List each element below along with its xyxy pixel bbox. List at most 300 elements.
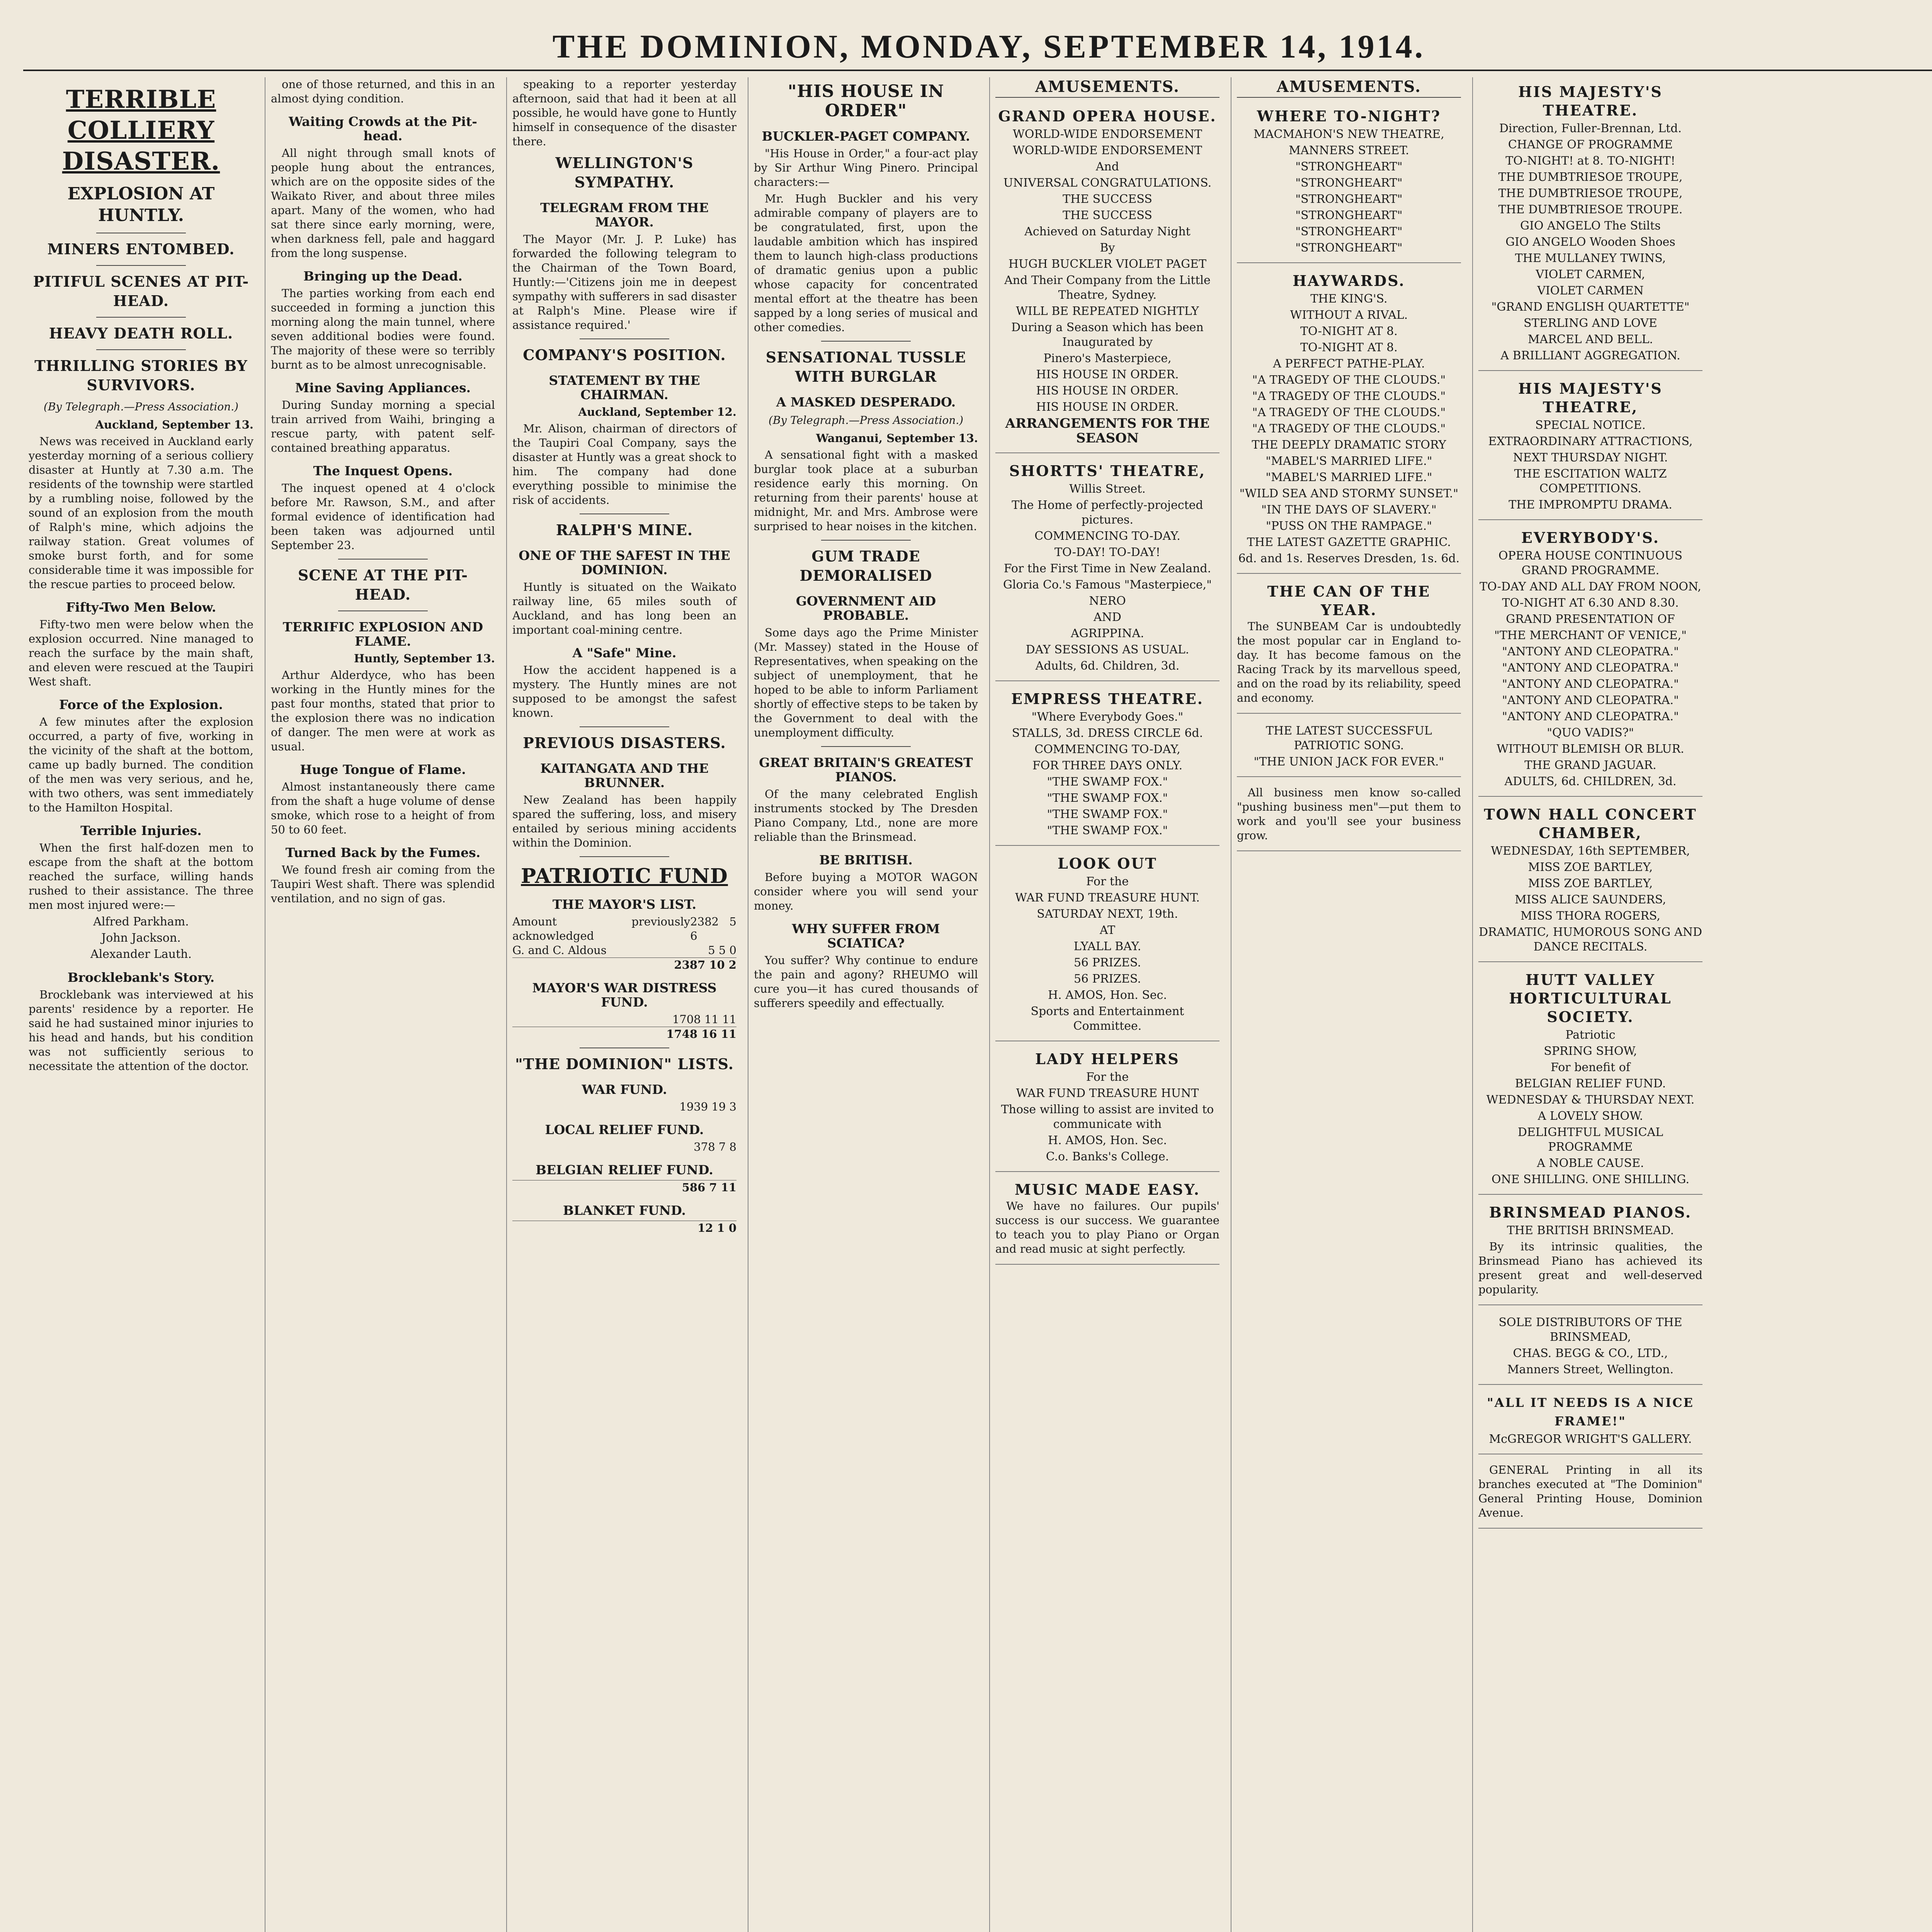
ad-line: "MABEL'S MARRIED LIFE." [1265,471,1432,484]
section-heading: Waiting Crowds at the Pit-head. [289,114,477,143]
ad-line: ADULTS, 6d. CHILDREN, 3d. [1504,775,1677,788]
article-paragraph: Mr. Alison, chairman of directors of the Taupiri Coal Company, says the disaster at Huntly was a great shock to him. The company had done everything possible to minimise the risk of accidents. [512,422,736,507]
ad-line: 6d. and 1s. Reserves Dresden, 1s. 6d. [1238,552,1460,565]
ad-line: THE DEEPLY DRAMATIC STORY [1252,438,1446,452]
article-paragraph: A sensational fight with a masked burglar took place at a suburban residence early this morning. On returning from their parents' house at midnight, Mr. and Mrs. Ambrose were surprised to hear noises in the kitchen. [754,448,978,533]
ad-lines [995,874,1219,1034]
fund-row [512,1012,736,1027]
divider [338,559,428,560]
ad-line: STERLING AND LOVE [1524,316,1657,330]
column-7 [1472,77,1708,1932]
ad-line: AGRIPPINA. [1071,627,1144,640]
ad-line: DELIGHTFUL MUSICAL PROGRAMME [1517,1126,1663,1154]
section-heading: STATEMENT BY THE CHAIRMAN. [549,373,700,402]
ad-line: THE DUMBTRIESOE TROUPE. [1498,203,1683,216]
fund-total [512,1180,736,1195]
section-heading: WAR FUND. [582,1082,667,1097]
section-heading: KAITANGATA AND THE BRUNNER. [540,761,709,790]
ad-line: SPRING SHOW, [1544,1044,1637,1058]
ad-line: THE LATEST GAZETTE GRAPHIC. [1247,536,1451,549]
ad-line: Sports and Entertainment Committee. [1031,1005,1184,1033]
main-headline: TERRIBLE COLLIERY DISASTER. [62,85,220,176]
divider [96,317,186,318]
column-heading: AMUSEMENTS. [995,80,1219,98]
article-paragraph: During Sunday morning a special train arrived from Waihi, bringing a rescue party, with patent self-contained breathing apparatus. [271,398,495,454]
ad-title: HAYWARDS. [1293,272,1405,289]
section-heading: GREAT BRITAIN'S GREATEST PIANOS. [759,755,973,784]
ad-title: WHERE TO-NIGHT? [1257,107,1441,125]
column-heading: AMUSEMENTS. [1237,80,1461,98]
fund-total [512,957,736,972]
ad-line: A NOBLE CAUSE. [1537,1156,1644,1170]
ad-line: STALLS, 3d. DRESS CIRCLE 6d. [1012,726,1203,740]
advertisement [1478,1308,1702,1385]
advertisement [1237,780,1461,851]
ad-title: TOWN HALL CONCERT CHAMBER, [1484,806,1697,842]
ad-line: McGREGOR WRIGHT'S GALLERY. [1489,1432,1692,1446]
ad-line: For the First Time in New Zealand. [1003,562,1211,575]
section-heading: A MASKED DESPERADO. [776,395,956,410]
ad-line: MISS THORA ROGERS, [1520,909,1660,923]
section-heading: ONE OF THE SAFEST IN THE DOMINION. [519,548,730,577]
ad-line: Achieved on Saturday Night [1024,225,1190,238]
ad-line: WITHOUT BLEMISH OR BLUR. [1497,742,1684,756]
ad-line: THE IMPROMPTU DRAMA. [1509,498,1672,512]
ad-lines [995,127,1219,415]
ad-line: "THE MERCHANT OF VENICE," [1494,629,1687,642]
ad-title: HIS MAJESTY'S THEATRE, [1518,380,1663,416]
ad-line: TO-DAY AND ALL DAY FROM NOON, [1480,580,1701,594]
ad-line: A LOVELY SHOW. [1537,1109,1643,1123]
section-heading: Force of the Explosion. [59,697,223,712]
ad-line: Direction, Fuller-Brennan, Ltd. [1499,122,1682,135]
ad-line: DAY SESSIONS AS USUAL. [1026,643,1189,656]
ad-line: 56 PRIZES. [1073,972,1141,986]
ad-line: "THE SWAMP FOX." [1047,775,1168,789]
section-heading: TERRIFIC EXPLOSION AND FLAME. [282,619,483,649]
ad-line: CHAS. BEGG & CO., LTD., [1513,1347,1668,1360]
advertisement [1237,266,1461,574]
ad-line: "IN THE DAYS OF SLAVERY." [1261,503,1437,517]
ad-line: "ANTONY AND CLEOPATRA." [1502,677,1679,691]
ad-line: SOLE DISTRIBUTORS OF THE BRINSMEAD, [1498,1316,1682,1344]
ad-line: VIOLET CARMEN [1537,284,1644,298]
article-paragraph: The Mayor (Mr. J. P. Luke) has forwarded the following telegram to the Chairman of the Town Board, Huntly:—'Citizens join me in deepest sympathy with sufferers in sad disaster at Ralph's Mine. Please wire if assistance required.' [512,233,736,332]
ad-line: GIO ANGELO The Stilts [1520,219,1661,233]
ad-lines [1478,844,1702,954]
advertisement [995,1175,1219,1265]
divider [580,856,669,857]
ad-line: EXTRAORDINARY ATTRACTIONS, [1488,435,1693,448]
ad-line: UNIVERSAL CONGRATULATIONS. [1003,176,1212,190]
article-paragraph: Some days ago the Prime Minister (Mr. Massey) stated in the House of Representatives, when speaking on the subject of unemployment, that he hoped to be able to inform Parliament shortly of effective steps to be taken by the Government to deal with the unemployment difficulty. [754,626,978,739]
article-paragraph: We found fresh air coming from the Taupiri West shaft. There was splendid ventilation, and no sign of gas. [271,863,495,905]
ad-line: HIS HOUSE IN ORDER. [1036,368,1179,381]
ad-footer: ARRANGEMENTS FOR THE SEASON [1005,416,1210,446]
ad-line: MARCEL AND BELL. [1527,333,1653,346]
column-1 [23,77,259,1932]
ad-lines [1478,1315,1702,1377]
ad-line: HUGH BUCKLER VIOLET PAGET [1008,257,1207,271]
ad-line: WEDNESDAY & THURSDAY NEXT. [1486,1093,1695,1107]
ad-line: A BRILLIANT AGGREGATION. [1500,349,1680,362]
ad-lines [995,482,1219,673]
advertisement [1237,577,1461,714]
article-paragraph: All night through small knots of people hung about the entrances, which are on the opposite sides of the Waikato River, and about three miles apart. Many of the women, who had sat there since early morning, were, when darkness fell, pale and haggard from the long suspense. [271,146,495,260]
fund-total-value: 1748 16 11 [666,1027,736,1041]
advertisement [1237,717,1461,777]
section-heading: The Inquest Opens. [313,463,453,478]
ad-line: H. AMOS, Hon. Sec. [1048,988,1167,1002]
ad-lines [1478,121,1702,363]
ad-line: THE GRAND JAGUAR. [1524,759,1656,772]
ad-line: WORLD-WIDE ENDORSEMENT [1013,144,1202,157]
ad-line: CHANGE OF PROGRAMME [1508,138,1673,151]
section-heading: Fifty-Two Men Below. [66,600,216,615]
ad-line: COMMENCING TO-DAY, [1034,743,1180,756]
ad-line: "A TRAGEDY OF THE CLOUDS." [1252,373,1446,387]
ad-text: By its intrinsic qualities, the Brinsmead Piano has achieved its present great and well-deserved popularity. [1478,1240,1702,1296]
ad-line: TO-NIGHT AT 6.30 AND 8.30. [1502,596,1679,610]
article-paragraph: one of those returned, and this in an almost dying condition. [271,78,495,105]
deck: PREVIOUS DISASTERS. [523,734,726,752]
ad-line: COMMENCING TO-DAY. [1034,529,1180,543]
deck: SCENE AT THE PIT-HEAD. [298,566,468,603]
fund-total-value: 12 1 0 [697,1221,736,1235]
fund-list [512,915,736,972]
fund-value: 1708 11 11 [672,1013,736,1026]
section-heading: Terrible Injuries. [80,823,202,838]
ad-line: "Where Everybody Goes." [1031,710,1184,724]
ad-line: WILL BE REPEATED NIGHTLY [1016,304,1199,318]
ad-line: THE DUMBTRIESOE TROUPE, [1498,187,1683,200]
ad-line: AT [1099,923,1116,937]
ad-line: For benefit of [1551,1061,1630,1074]
article-paragraph: Of the many celebrated English instruments stocked by The Dresden Piano Company, Ltd., none are more reliable than the Brinsmead. [754,787,978,844]
ad-lines [995,710,1219,838]
ad-line: "STRONGHEART" [1295,160,1403,173]
ad-line: THE DUMBTRIESOE TROUPE, [1498,170,1683,184]
ad-line: BELGIAN RELIEF FUND. [1515,1077,1666,1090]
fund-label: G. and C. Aldous [512,944,607,957]
fund-total-value: 2387 10 2 [674,958,736,971]
ad-line: "THE SWAMP FOX." [1047,791,1168,805]
advertisement [995,456,1219,681]
divider [821,341,911,342]
ad-title: GRAND OPERA HOUSE. [998,107,1217,125]
advertisement [1478,374,1702,520]
ad-line: WAR FUND TREASURE HUNT [1016,1087,1199,1100]
ad-lines [1478,1223,1702,1238]
ad-lines [1478,1432,1702,1447]
masthead-title: THE DOMINION, MONDAY, SEPTEMBER 14, 1914. [552,28,1425,65]
section-heading: BELGIAN RELIEF FUND. [536,1162,713,1177]
section-heading: Mine Saving Appliances. [295,380,471,395]
section-heading: Huge Tongue of Flame. [300,762,466,777]
ad-line: VIOLET CARMEN, [1536,268,1645,281]
ad-line: WEDNESDAY, 16th SEPTEMBER, [1491,844,1690,858]
section-heading: Turned Back by the Fumes. [285,845,481,860]
section-heading: BLANKET FUND. [563,1203,686,1218]
ad-line: And Their Company from the Little Theatre, Sydney. [1004,274,1211,302]
divider [821,746,911,747]
ad-line: NEXT THURSDAY NIGHT. [1513,451,1668,464]
advertisement [995,684,1219,846]
fund-headline: PATRIOTIC FUND [521,864,728,888]
section-heading: BUCKLER-PAGET COMPANY. [762,129,970,144]
article-paragraph: New Zealand has been happily spared the suffering, loss, and misery entailed by serious mining accidents within the Dominion. [512,793,736,849]
ad-line: FOR THREE DAYS ONLY. [1032,759,1183,772]
victim-name: John Jackson. [101,931,181,945]
deck: SENSATIONAL TUSSLE WITH BURGLAR [765,349,966,385]
ad-title: LADY HELPERS [1035,1050,1180,1068]
ad-line: "ANTONY AND CLEOPATRA." [1502,661,1679,675]
column-3 [506,77,742,1932]
dateline: Wanganui, September 13. [816,432,978,445]
section-heading: TELEGRAM FROM THE MAYOR. [540,200,709,230]
column-4 [748,77,983,1932]
ad-line: "THE SWAMP FOX." [1047,824,1168,837]
section-heading: Bringing up the Dead. [303,269,463,284]
ad-lines [1237,724,1461,769]
ad-title: EVERYBODY'S. [1521,529,1660,546]
ad-line: THE ESCITATION WALTZ COMPETITIONS. [1514,467,1667,495]
ad-line: Pinero's Masterpiece, [1043,352,1172,365]
ad-line: By [1100,241,1115,255]
ad-line: MANNERS STREET. [1289,144,1409,157]
ad-line: "STRONGHEART" [1295,176,1403,190]
ad-line: WORLD-WIDE ENDORSEMENT [1013,128,1202,141]
article-paragraph: Mr. Hugh Buckler and his very admirable company of players are to be congratulated, first, upon the laudable ambition which has inspired them to launch high-class productions of dramatic genius upon a public whose capacity for concentrated mental effort at the theatre has been sapped by a long series of musical and other comedies. [754,192,978,334]
fund-total [512,1221,736,1235]
ad-line: GRAND PRESENTATION OF [1506,612,1675,626]
ad-line: "ANTONY AND CLEOPATRA." [1502,645,1679,658]
advertisement [1478,965,1702,1195]
columns [23,77,1932,1932]
ad-line: Manners Street, Wellington. [1507,1363,1674,1376]
ad-line: LYALL BAY. [1073,940,1141,953]
byline: (By Telegraph.—Press Association.) [768,414,964,427]
ad-line: ONE SHILLING. ONE SHILLING. [1492,1173,1689,1186]
victim-name: Alfred Parkham. [93,915,189,929]
ad-line: OPERA HOUSE CONTINUOUS GRAND PROGRAMME. [1498,549,1683,577]
ad-line: 56 PRIZES. [1073,956,1141,969]
subheadline: EXPLOSION AT HUNTLY. [67,184,215,225]
ad-line: TO-NIGHT AT 8. [1300,341,1398,354]
ad-line: THE KING'S. [1310,292,1388,306]
section-heading: WHY SUFFER FROM SCIATICA? [792,921,940,951]
fund-value: 5 5 0 [708,944,736,957]
ad-line: "ANTONY AND CLEOPATRA." [1502,694,1679,707]
ad-line: "QUO VADIS?" [1547,726,1634,740]
ad-line: MISS ZOE BARTLEY, [1528,877,1653,890]
ad-line: Willis Street. [1069,482,1146,496]
fund-row [512,1140,736,1154]
section-heading: LOCAL RELIEF FUND. [545,1122,704,1137]
ad-text: We have no failures. Our pupils' success is our success. We guarantee to teach you to play Piano or Organ and read music at sight perfectly. [995,1199,1219,1255]
page-number [1723,27,1932,66]
ad-title: SHORTTS' THEATRE, [1009,462,1206,480]
ad-line: MISS ZOE BARTLEY, [1528,861,1653,874]
ad-text: GENERAL Printing in all its branches executed at "The Dominion" General Printing House, Dominion Avenue. [1478,1463,1702,1519]
section-heading: MAYOR'S WAR DISTRESS FUND. [532,980,717,1010]
ad-line: "STRONGHEART" [1295,225,1403,238]
ad-lines [1478,1028,1702,1187]
ad-line: "ANTONY AND CLEOPATRA." [1502,710,1679,723]
section-heading: GOVERNMENT AID PROBABLE. [796,594,936,623]
ad-line: Those willing to assist are invited to communicate with [1001,1103,1214,1131]
deck: WELLINGTON'S SYMPATHY. [555,154,694,191]
ad-line: "THE SWAMP FOX." [1047,808,1168,821]
ad-line: A PERFECT PATHE-PLAY. [1273,357,1425,371]
ad-line: "PUSS ON THE RAMPAGE." [1265,519,1432,533]
ad-line: "STRONGHEART" [1295,209,1403,222]
ad-line: "STRONGHEART" [1295,241,1403,255]
ad-text: All business men know so-called "pushing business men"—put them to work and you'll see your business grow. [1237,786,1461,842]
divider [580,726,669,727]
fund-row [512,915,736,943]
column-5 [989,77,1225,1932]
ad-line: THE BRITISH BRINSMEAD. [1507,1224,1674,1237]
ad-lines [995,1070,1219,1164]
ad-line: TO-DAY! TO-DAY! [1054,546,1160,559]
fund-value: 378 7 8 [694,1140,736,1153]
ad-line: H. AMOS, Hon. Sec. [1048,1134,1167,1147]
article-paragraph: Brocklebank was interviewed at his parents' residence by a reporter. He said he had sustained minor injuries to his head and hands, but his condition was not sufficiently serious to necessitate the attention of the doctor. [29,988,253,1073]
ad-title: BRINSMEAD PIANOS. [1489,1204,1692,1221]
ad-line: "MABEL'S MARRIED LIFE." [1265,454,1432,468]
ad-line: MISS ALICE SAUNDERS, [1515,893,1666,906]
article-paragraph: Before buying a MOTOR WAGON consider where you will send your money. [754,871,978,912]
article-paragraph: Almost instantaneously there came from the shaft a huge volume of dense smoke, which rose to a height of from 50 to 60 feet. [271,780,495,836]
ad-lines [1237,292,1461,566]
article-paragraph: The parties working from each end succeeded in forming a junction this morning along the main tunnel, where seven additional bodies were found. The majority of these were so terribly burnt as to be almost unrecognisable. [271,287,495,371]
advertisement [1478,523,1702,797]
ad-line: C.o. Banks's College. [1046,1150,1169,1163]
ad-line: For the [1086,875,1129,888]
deck: "THE DOMINION" LISTS. [515,1055,734,1073]
ad-line: MACMAHON'S NEW THEATRE, [1253,128,1444,141]
dateline: Auckland, September 13. [95,418,253,431]
ad-line: HIS HOUSE IN ORDER. [1036,384,1179,398]
ad-line: SATURDAY NEXT, 19th. [1037,907,1178,921]
deck: GUM TRADE DEMORALISED [799,548,932,584]
ad-line: Patriotic [1565,1028,1616,1042]
ad-line: "STRONGHEART" [1295,192,1403,206]
ad-line: WITHOUT A RIVAL. [1290,308,1408,322]
advertisement [1478,1198,1702,1305]
deck: THRILLING STORIES BY SURVIVORS. [34,357,248,394]
article-paragraph: News was received in Auckland early yesterday morning of a serious colliery disaster at Huntly at 7.30 a.m. The residents of the township were startled by a rumbling noise, followed by the sound of an explosion from the mouth of Ralph's mine, which adjoins the railway station. Great volumes of smoke burst forth, and for some considerable time it was impossible for the rescue parties to proceed below. [29,435,253,591]
ad-line: THE SUCCESS [1063,192,1152,206]
ad-line: THE SUCCESS [1063,209,1152,222]
deck: PITIFUL SCENES AT PIT-HEAD. [33,273,249,310]
ad-line: The Home of perfectly-projected pictures. [1012,498,1203,527]
dateline: Auckland, September 12. [578,405,736,418]
article-headline: "HIS HOUSE IN ORDER" [787,82,944,121]
fund-row [512,943,736,957]
fund-value: 1939 19 3 [679,1100,736,1113]
ad-title: MUSIC MADE EASY. [1015,1181,1200,1198]
ad-line: NERO [1089,594,1126,608]
fund-label: Amount previously acknowledged [512,915,690,942]
ad-line: THE LATEST SUCCESSFUL PATRIOTIC SONG. [1266,724,1432,752]
ad-line: Gloria Co.'s Famous "Masterpiece," [1003,578,1212,592]
divider [580,338,669,339]
ad-line: GIO ANGELO Wooden Shoes [1505,235,1675,249]
article-paragraph: You suffer? Why continue to endure the pain and agony? RHEUMO will cure you—it has cured thousands of sufferers speedily and effectually. [754,954,978,1010]
article-paragraph: "His House in Order," a four-act play by Sir Arthur Wing Pinero. Principal characters:— [754,147,978,189]
article-paragraph: speaking to a reporter yesterday afternoon, said that had it been at all possible, he would have gone to Huntly himself in consequence of the disaster there. [512,78,736,148]
ad-lines [1237,127,1461,255]
deck: RALPH'S MINE. [556,521,693,539]
byline: (By Telegraph.—Press Association.) [43,400,239,413]
section-heading: A "Safe" Mine. [572,645,677,660]
ad-line: And [1095,160,1119,173]
ad-lines [1478,549,1702,789]
ad-title: HUTT VALLEY HORTICULTURAL SOCIETY. [1509,971,1672,1026]
deck: COMPANY'S POSITION. [523,346,726,364]
ad-line: THE MULLANEY TWINS, [1515,252,1666,265]
ad-line: TO-NIGHT AT 8. [1300,325,1398,338]
victim-name: Alexander Lauth. [90,947,192,961]
advertisement [1478,1388,1702,1454]
advertisement [995,849,1219,1041]
divider [821,540,911,541]
divider [96,349,186,350]
fund-row [512,1100,736,1114]
column-6 [1231,77,1466,1932]
ad-line: AND [1094,611,1121,624]
dateline: Huntly, September 13. [354,652,495,665]
ad-title: EMPRESS THEATRE. [1011,690,1204,707]
article-paragraph: Huntly is situated on the Waikato railway line, 65 miles south of Auckland, and has long been an important coal-mining centre. [512,580,736,636]
ad-title: "ALL IT NEEDS IS A NICE FRAME!" [1487,1395,1694,1429]
deck: HEAVY DEATH ROLL. [49,325,233,342]
ad-line: Adults, 6d. Children, 3d. [1035,659,1180,673]
article-paragraph: How the accident happened is a mystery. The Huntly mines are not supposed to be amongst the safest known. [512,663,736,719]
ad-line: "A TRAGEDY OF THE CLOUDS." [1252,406,1446,419]
ad-line: SPECIAL NOTICE. [1535,418,1646,432]
advertisement [1478,1458,1702,1529]
advertisement [1478,77,1702,371]
ad-line: TO-NIGHT! at 8. TO-NIGHT! [1505,154,1675,168]
ad-lines [1478,418,1702,512]
ad-line: WAR FUND TREASURE HUNT. [1015,891,1200,905]
ad-title: LOOK OUT [1058,855,1157,872]
article-paragraph: A few minutes after the explosion occurred, a party of five, working in the vicinity of the shaft at the bottom, came up badly burned. The condition of the men was very serious, and he, with two others, was sent immediately to the Hamilton Hospital. [29,715,253,814]
article-paragraph: Arthur Alderdyce, who has been working in the Huntly mines for the past four months, stated that prior to the explosion there was no indication of danger. The men were at work as usual. [271,668,495,753]
divider [96,265,186,266]
advertisement [995,1044,1219,1172]
section-heading: THE MAYOR'S LIST. [552,897,697,912]
masthead [23,23,1932,71]
ad-line: "A TRAGEDY OF THE CLOUDS." [1252,389,1446,403]
ad-text: The SUNBEAM Car is undoubtedly the most popular car in England to-day. It has become famous on the Racing Track by its marvellous speed, and on the road by its reliability, speed and economy. [1237,620,1461,704]
ad-line: For the [1086,1070,1129,1084]
ad-line: HIS HOUSE IN ORDER. [1036,400,1179,414]
advertisement [1478,800,1702,962]
article-paragraph: Fifty-two men were below when the explosion occurred. Nine managed to reach the surface by the main shaft, and eleven were rescued at the Taupiri West shaft. [29,618,253,688]
ad-line: "WILD SEA AND STORMY SUNSET." [1239,487,1459,500]
ad-line: "A TRAGEDY OF THE CLOUDS." [1252,422,1446,435]
ad-title: THE CAN OF THE YEAR. [1267,583,1431,619]
article-paragraph: The inquest opened at 4 o'clock before Mr. Rawson, S.M., and after formal evidence of identification had been taken was adjourned until September 23. [271,481,495,552]
section-heading: Brocklebank's Story. [67,970,215,985]
section-heading: BE BRITISH. [819,852,913,867]
advertisement [1237,102,1461,263]
ad-line: "THE UNION JACK FOR EVER." [1253,755,1444,769]
